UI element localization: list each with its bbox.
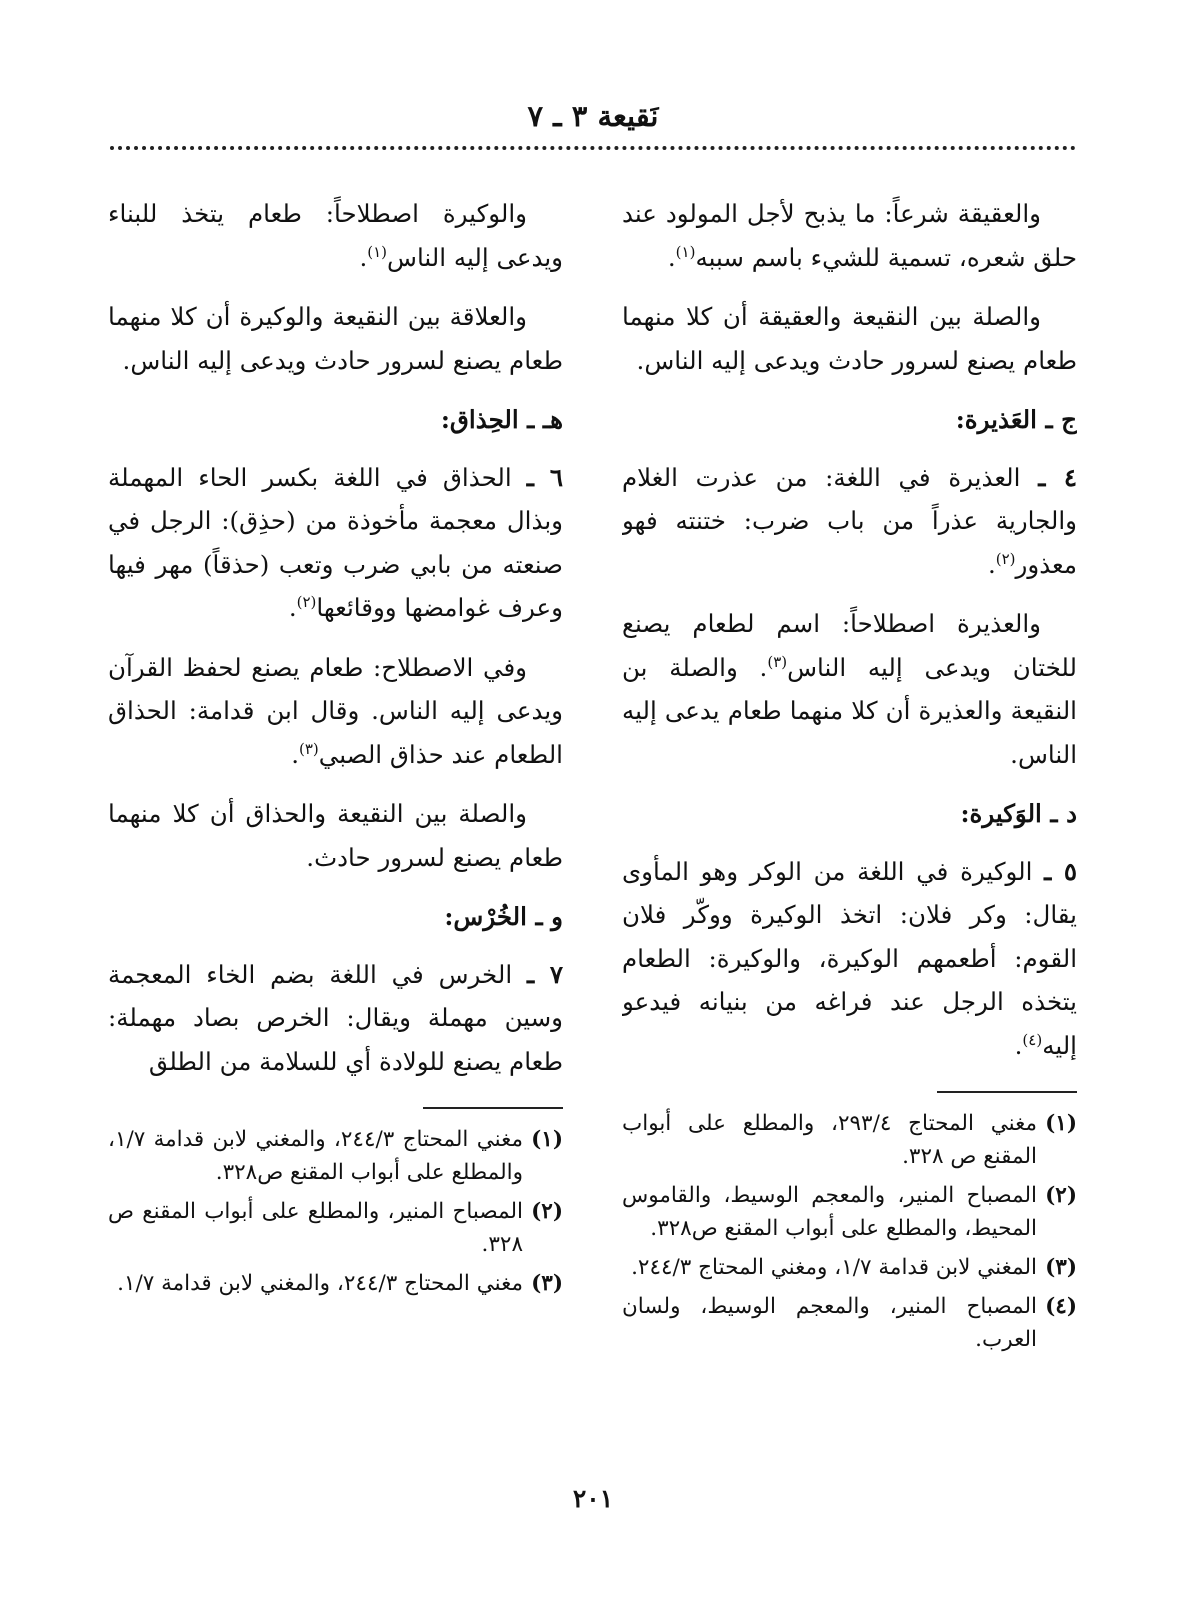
paragraph: ٤ ـ العذيرة في اللغة: من عذرت الغلام والجارية عذراً من باب ضرب: ختنته فهو معذور$^{(٢)}$.: [622, 462, 1077, 579]
footnote-divider: [937, 1091, 1077, 1093]
footnote-ref: (٣): [767, 652, 788, 671]
footnote-ref: (٣): [299, 739, 319, 758]
item-number: ٥ ـ: [1044, 856, 1077, 886]
paragraph: وفي الاصطلاح: طعام يصنع لحفظ القرآن ويدعى إليه الناس. وقال ابن قدامة: الحذاق الطعام عند حذاق الصبي$^{(٣)}$.: [108, 652, 563, 769]
item-number: ٤ ـ: [1038, 462, 1077, 492]
paragraph: ٧ ـ الخرس في اللغة بضم الخاء المعجمة وسين مهملة ويقال: الخرص بصاد مهملة: طعام يصنع للولادة أي للسلامة من الطلق: [108, 959, 563, 1076]
section-heading: د ـ الوَكيرة:: [960, 799, 1077, 828]
footnote-ref: (٢): [296, 592, 317, 611]
left-column: [108, 192, 563, 1472]
page-title: نَقيعة ٣ ـ ٧: [527, 99, 659, 133]
footnote: (١) مغني المحتاج ٢٤٤/٣، والمغني لابن قدامة ١/٧، والمطلع على أبواب المقنع ص٣٢٨.: [108, 1127, 563, 1185]
paragraph: والصلة بين النقيعة والعقيقة أن كلا منهما طعام يصنع لسرور حادث ويدعى إليه الناس.: [622, 302, 1077, 375]
item-number: ٦ ـ: [526, 462, 563, 492]
footnote: (٢) المصباح المنير، والمطلع على أبواب المقنع ص ٣٢٨.: [108, 1199, 563, 1257]
paragraph: ٦ ـ الحذاق في اللغة بكسر الحاء المهملة وبذال معجمة مأخوذة من (حذِق): الرجل في صنعته من بابي ضرب وتعب (حذقاً) مهر فيها وعرف غوامضها ووقائعها$^{(٢)}$.: [108, 462, 563, 622]
footnote-ref: (٤): [1022, 1030, 1043, 1049]
paragraph: والصلة بين النقيعة والحذاق أن كلا منهما طعام يصنع لسرور حادث.: [108, 799, 563, 872]
footnote: (٣) مغني المحتاج ٢٤٤/٣، والمغني لابن قدامة ١/٧.: [117, 1271, 563, 1296]
paragraph: والعلاقة بين النقيعة والوكيرة أن كلا منهما طعام يصنع لسرور حادث ويدعى إليه الناس.: [108, 302, 563, 375]
section-heading: و ـ الخُرْس:: [444, 902, 563, 931]
paragraph: والعقيقة شرعاً: ما يذبح لأجل المولود عند حلق شعره، تسمية للشيء باسم سببه$^{(١)}$.: [622, 199, 1077, 272]
footnote: (٤) المصباح المنير، والمعجم الوسيط، ولسان العرب.: [622, 1294, 1077, 1352]
right-column: [622, 192, 1077, 1472]
page-number: ٢٠١: [572, 1484, 614, 1513]
paragraph: والوكيرة اصطلاحاً: طعام يتخذ للبناء ويدعى إليه الناس$^{(١)}$.: [108, 199, 563, 272]
footnote: (١) مغني المحتاج ٢٩٣/٤، والمطلع على أبواب المقنع ص ٣٢٨.: [622, 1111, 1077, 1169]
paragraph: ٥ ـ الوكيرة في اللغة من الوكر وهو المأوى يقال: وكر فلان: اتخذ الوكيرة ووكّر فلان القوم: أطعمهم الوكيرة، والوكيرة: الطعام يتخذه الرجل عند فراغه من بنيانه فيدعو إليه$^{(٤)}$.: [622, 856, 1077, 1060]
item-number: ٧ ـ: [527, 959, 563, 989]
paragraph: والعذيرة اصطلاحاً: اسم لطعام يصنع للختان ويدعى إليه الناس$^{(٣)}$. والصلة بن النقيعة والعذيرة أن كلا منهما طعام يدعى إليه الناس.: [622, 609, 1077, 769]
footnote: (٣) المغني لابن قدامة ١/٧، ومغني المحتاج ٢٤٤/٣.: [631, 1255, 1077, 1280]
section-heading: هـ ـ الحِذاق:: [440, 405, 563, 434]
footnote-ref: (٢): [995, 549, 1016, 568]
footnote-ref: (١): [367, 242, 388, 261]
footnote-divider: [423, 1107, 563, 1109]
footnote-ref: (١): [675, 242, 696, 261]
header-dotted-rule: [110, 146, 1076, 150]
footnote: (٢) المصباح المنير، والمعجم الوسيط، والقاموس المحيط، والمطلع على أبواب المقنع ص٣٢٨.: [622, 1183, 1077, 1241]
section-heading: ج ـ العَذيرة:: [955, 405, 1077, 434]
